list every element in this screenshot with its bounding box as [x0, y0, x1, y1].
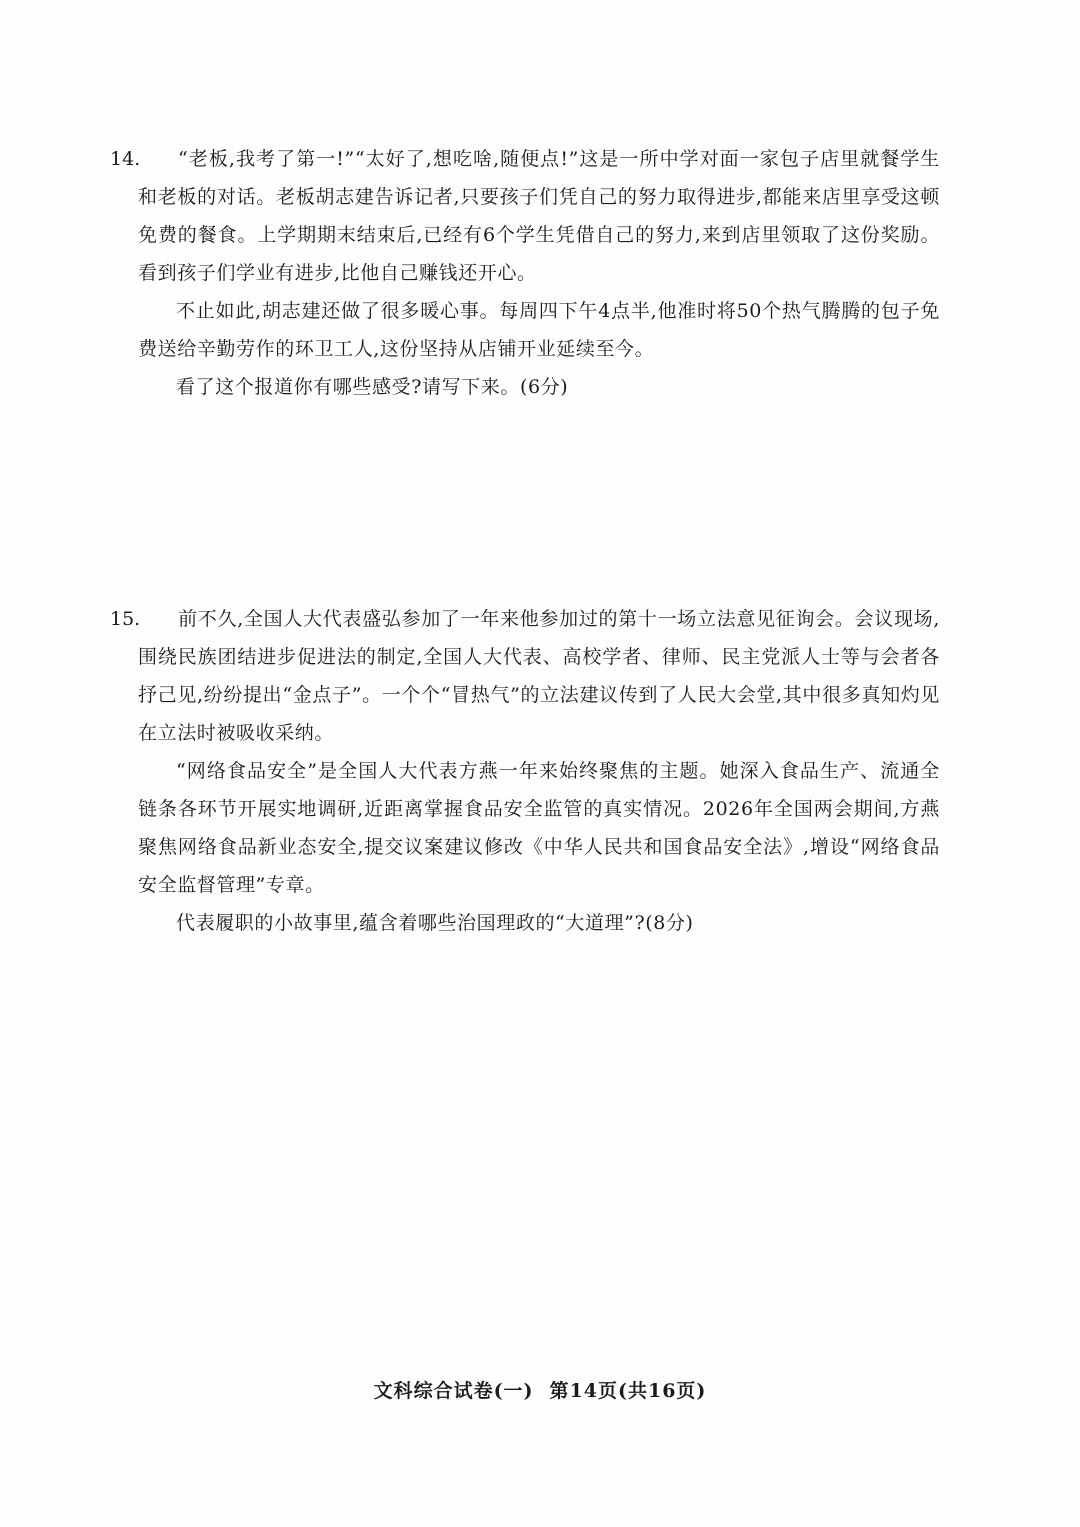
question-number: 15. — [110, 608, 141, 630]
page-footer — [0, 1376, 1080, 1403]
question-15-paragraph-2: “网络食品安全”是全国人大代表方燕一年来始终聚焦的主题。她深入食品生产、流通全链条各环节开展实地调研,近距离掌握食品安全监管的真实情况。2026年全国两会期间,方燕聚焦网络食品新业态安全,提交议案建议修改《中华人民共和国食品安全法》,增设“网络食品安全监督管理”专章。 — [138, 760, 940, 896]
page-info: 第14页(共16页) — [549, 1380, 707, 1402]
question-15-prompt: 代表履职的小故事里,蕴含着哪些治国理政的“大道理”?(8分) — [176, 912, 694, 934]
paragraph-text: 前不久,全国人大代表盛弘参加了一年来他参加过的第十一场立法意见征询会。会议现场,围绕民族团结进步促进法的制定,全国人大代表、高校学者、律师、民主党派人士等与会者各抒己见,纷纷提出“金点子”。一个个“冒热气”的立法建议传到了人民大会堂,其中很多真知灼见在立法时被吸收采纳。 — [138, 608, 940, 744]
paper-name: 文科综合试卷(一) — [373, 1380, 534, 1402]
question-15 — [110, 600, 940, 942]
question-14 — [110, 140, 940, 406]
question-14-prompt: 看了这个报道你有哪些感受?请写下来。(6分) — [176, 376, 569, 398]
question-14-paragraph-1 — [110, 140, 940, 292]
paragraph-text: “老板,我考了第一!”“太好了,想吃啥,随便点!”这是一所中学对面一家包子店里就餐学生和老板的对话。老板胡志建告诉记者,只要孩子们凭自己的努力取得进步,都能来店里享受这顿免费的餐食。上学期期末结束后,已经有6个学生凭借自己的努力,来到店里领取了这份奖励。看到孩子们学业有进步,比他自己赚钱还开心。 — [138, 148, 940, 284]
question-15-paragraph-1 — [110, 600, 940, 752]
question-number: 14. — [110, 148, 141, 170]
question-14-paragraph-2: 不止如此,胡志建还做了很多暖心事。每周四下午4点半,他准时将50个热气腾腾的包子免费送给辛勤劳作的环卫工人,这份坚持从店铺开业延续至今。 — [138, 300, 940, 360]
